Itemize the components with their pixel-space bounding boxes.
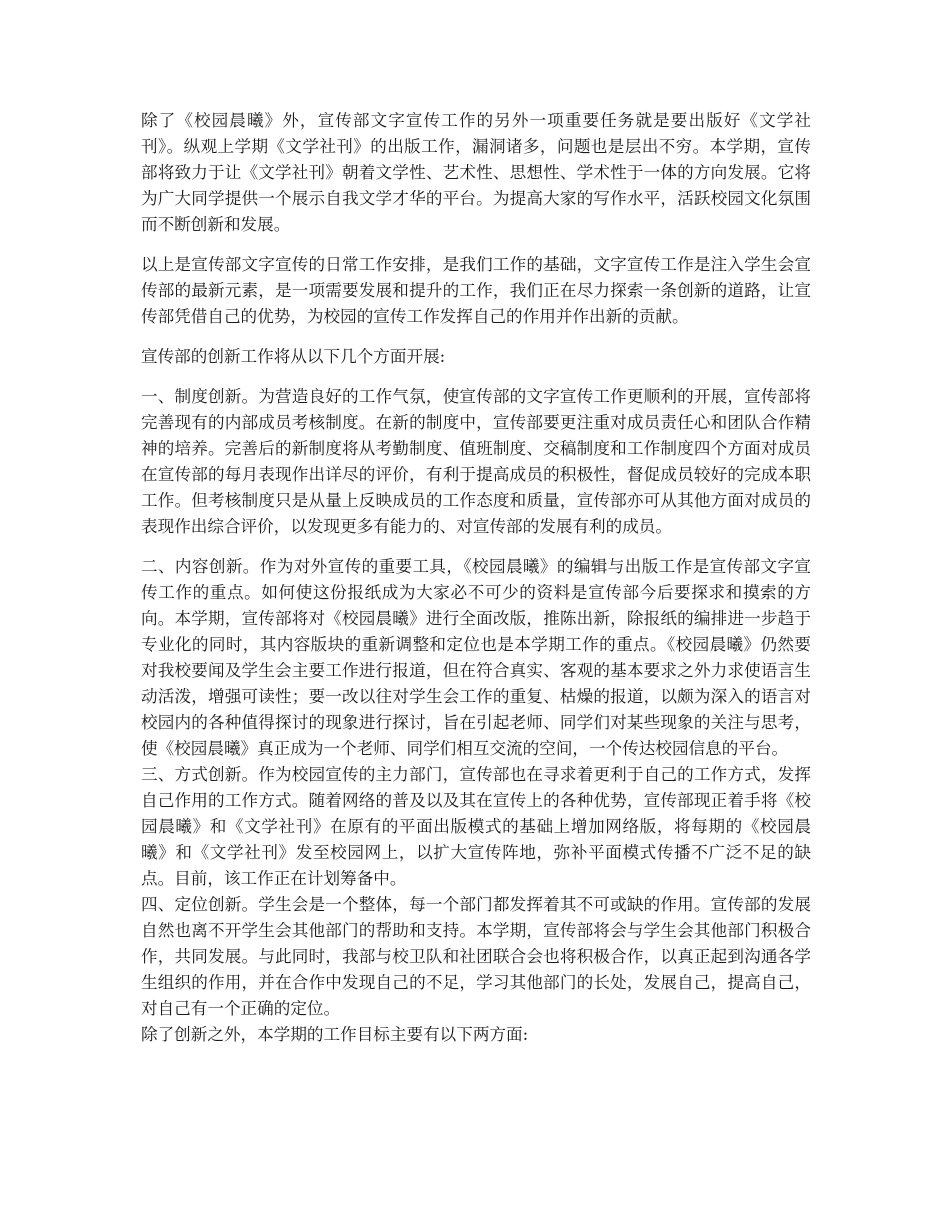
paragraph-daily-work-summary: 以上是宣传部文字宣传的日常工作安排，是我们工作的基础，文字宣传工作是注入学生会宣传部的最新元素，是一项需要发展和提升的工作，我们正在尽力探索一条创新的道路，让宣传部凭借自己的优势，为校园的宣传工作发挥自己的作用并作出新的贡献。 [141,255,811,326]
paragraph-system-innovation: 一、制度创新。为营造良好的工作气氛，使宣传部的文字宣传工作更顺利的开展，宣传部将完善现有的内部成员考核制度。在新的制度中，宣传部要更注重对成员责任心和团队合作精神的培养。完善后的新制度将从考勤制度、值班制度、交稿制度和工作制度四个方面对成员在宣传部的每月表现作出详尽的评价，有利于提高成员的积极性，督促成员较好的完成本职工作。但考核制度只是从量上反映成员的工作态度和质量，宣传部亦可从其他方面对成员的表现作出综合评价，以发现更多有能力的、对宣传部的发展有利的成员。 [141,387,811,536]
paragraph-goals-intro: 除了创新之外，本学期的工作目标主要有以下两方面: [141,1025,529,1044]
paragraph-method-innovation: 三、方式创新。作为校园宣传的主力部门，宣传部也在寻求着更利于自己的工作方式，发挥自己作用的工作方式。随着网络的普及以及其在宣传上的各种优势，宣传部现正着手将《校园晨曦》和《文学社刊》在原有的平面出版模式的基础上增加网络版，将每期的《校园晨曦》和《文学社刊》发至校园网上，以扩大宣传阵地，弥补平面模式传播不广泛不足的缺点。目前，该工作正在计划筹备中。 [141,765,811,888]
paragraph-innovation-intro: 宣传部的创新工作将从以下几个方面开展: [141,347,446,366]
paragraph-position-innovation: 四、定位创新。学生会是一个整体，每一个部门都发挥着其不可或缺的作用。宣传部的发展自然也离不开学生会其他部门的帮助和支持。本学期，宣传部将会与学生会其他部门积极合作，共同发展。与此同时，我部与校卫队和社团联合会也将积极合作，以真正起到沟通各学生组织的作用，并在合作中发现自己的不足，学习其他部门的长处，发展自己，提高自己，对自己有一个正确的定位。 [141,895,811,1018]
paragraph-literary-journal: 除了《校园晨曦》外，宣传部文字宣传工作的另外一项重要任务就是要出版好《文学社刊》。纵观上学期《文学社刊》的出版工作，漏洞诸多，问题也是层出不穷。本学期，宣传部将致力于让《文学社刊》朝着文学性、艺术性、思想性、学术性于一体的方向发展。它将为广大同学提供一个展示自我文学才华的平台。为提高大家的写作水平，活跃校园文化氛围而不断创新和发展。 [141,111,811,234]
document-page [141,108,811,1048]
paragraph-content-innovation: 二、内容创新。作为对外宣传的重要工具，《校园晨曦》的编辑与出版工作是宣传部文字宣传工作的重点。如何使这份报纸成为大家必不可少的资料是宣传部今后要探求和摸索的方向。本学期，宣传部将对《校园晨曦》进行全面改版，推陈出新，除报纸的编排进一步趋于专业化的同时，其内容版块的重新调整和定位也是本学期工作的重点。《校园晨曦》仍然要对我校要闻及学生会主要工作进行报道，但在符合真实、客观的基本要求之外力求使语言生动活泼，增强可读性；要一改以往对学生会工作的重复、枯燥的报道，以颇为深入的语言对校园内的各种值得探讨的现象进行探讨，旨在引起老师、同学们对某些现象的关注与思考，使《校园晨曦》真正成为一个老师、同学们相互交流的空间，一个传达校园信息的平台。 [141,557,811,758]
